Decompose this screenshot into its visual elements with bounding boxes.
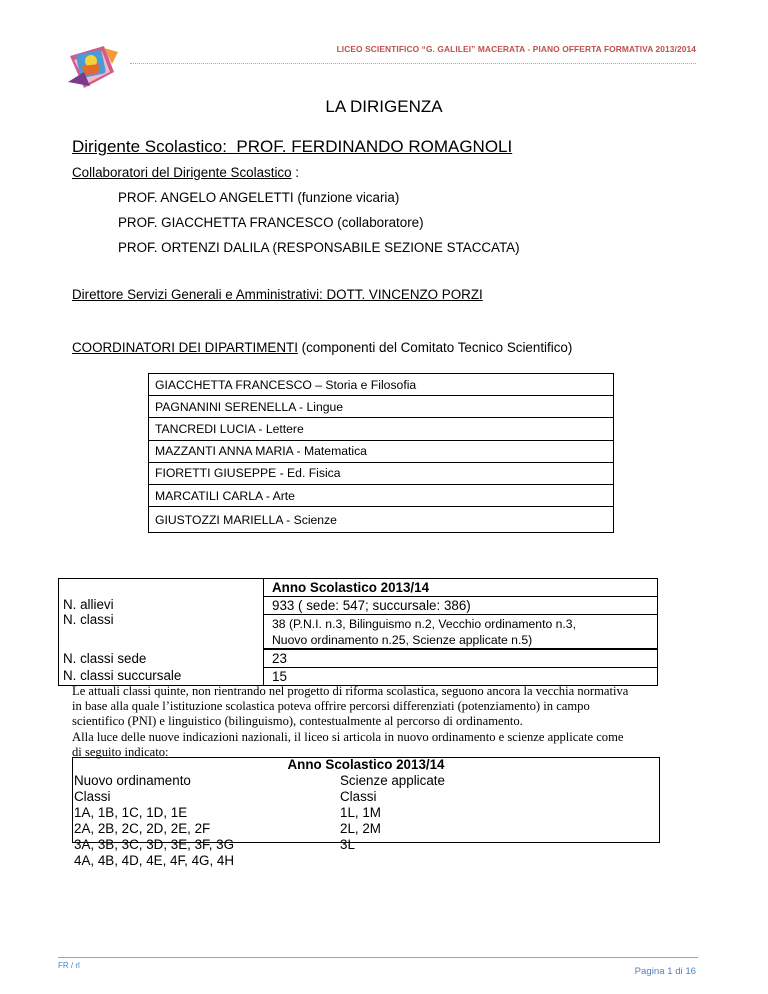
paragraph-line: scientifico (PNI) e linguistico (bilinguismo), contestualmente al percorso di ordinamento. — [72, 714, 523, 729]
nuovo-ordinamento-column — [74, 773, 234, 869]
paragraph-line: Alla luce delle nuove indicazioni nazionali, il liceo si articola in nuovo ordinamento e scienze applicate come — [72, 729, 624, 744]
page-title: LA DIRIGENZA — [325, 97, 443, 116]
page-number: Pagina 1 di 16 — [634, 966, 696, 977]
stat-label: N. allievi — [63, 597, 114, 612]
class-row: 4A, 4B, 4D, 4E, 4F, 4G, 4H — [74, 853, 235, 868]
footer-initials: FR / rl — [58, 961, 80, 970]
table-row — [59, 650, 658, 686]
paragraph-line: di seguito indicato: — [72, 744, 169, 759]
class-row: 2L, 2M — [340, 821, 381, 836]
coordinatore-cell: PAGNANINI SERENELLA - Lingue — [149, 396, 614, 418]
collaboratore-item: PROF. GIACCHETTA FRANCESCO (collaboratore) — [118, 215, 424, 230]
page-header: LICEO SCIENTIFICO “G. GALILEI” MACERATA - PIANO OFFERTA FORMATIVA 2013/2014 — [336, 44, 696, 54]
table-row — [149, 484, 614, 506]
class-row: 1L, 1M — [340, 805, 381, 820]
school-logo-icon — [64, 42, 122, 92]
collaboratori-heading: Collaboratori del Dirigente Scolastico : — [72, 165, 300, 180]
class-row: 3A, 3B, 3C, 3D, 3E, 3F, 3G — [74, 837, 235, 852]
class-row: 2A, 2B, 2C, 2D, 2E, 2F — [74, 821, 211, 836]
dirigente-line — [72, 137, 512, 157]
stat-value: 933 ( sede: 547; succursale: 386) — [264, 597, 657, 615]
coordinatore-cell: MARCATILI CARLA - Arte — [149, 484, 614, 506]
stat-label: N. classi — [63, 612, 114, 627]
dirigente-label: Dirigente Scolastico: — [72, 137, 227, 156]
column-subtitle: Classi — [340, 789, 377, 804]
scienze-applicate-column — [340, 773, 445, 853]
table-row — [149, 462, 614, 484]
table-row — [149, 374, 614, 396]
coordinatore-cell: GIUSTOZZI MARIELLA - Scienze — [149, 507, 614, 533]
coordinatore-cell: FIORETTI GIUSEPPE - Ed. Fisica — [149, 462, 614, 484]
coordinatore-cell: GIACCHETTA FRANCESCO – Storia e Filosofia — [149, 374, 614, 396]
table-row — [149, 418, 614, 440]
table-row — [149, 396, 614, 418]
stat-value: 15 — [272, 669, 287, 684]
class-row: 1A, 1B, 1C, 1D, 1E — [74, 805, 188, 820]
stat-label: N. classi sede — [63, 650, 147, 666]
intro-paragraph — [72, 684, 702, 760]
stats-table — [58, 578, 658, 686]
dirigente-name: PROF. FERDINANDO ROMAGNOLI — [236, 137, 513, 156]
coordinatore-cell: TANCREDI LUCIA - Lettere — [149, 418, 614, 440]
stats-heading: Anno Scolastico 2013/14 — [264, 579, 657, 597]
column-title: Nuovo ordinamento — [74, 773, 191, 788]
direttore-line: Direttore Servizi Generali e Amministrativi: DOTT. VINCENZO PORZI — [72, 287, 483, 302]
collaboratore-item: PROF. ANGELO ANGELETTI (funzione vicaria) — [118, 190, 400, 205]
paragraph-line: Le attuali classi quinte, non rientrando nel progetto di riforma scolastica, seguono ancora la vecchia normativa — [72, 684, 629, 698]
classes-heading: Anno Scolastico 2013/14 — [287, 757, 445, 772]
stat-value: Nuovo ordinamento n.25, Scienze applicate n.5) — [264, 632, 657, 649]
stat-value: 23 — [264, 650, 657, 668]
column-title: Scienze applicate — [340, 773, 445, 788]
footer-divider — [58, 957, 698, 958]
stat-label: N. classi succursale — [63, 667, 182, 683]
collaboratore-item: PROF. ORTENZI DALILA (RESPONSABILE SEZIONE STACCATA) — [118, 240, 520, 255]
coordinatori-heading: COORDINATORI DEI DIPARTIMENTI (componenti del Comitato Tecnico Scientifico) — [72, 340, 573, 355]
paragraph-line: in base alla quale l’istituzione scolastica poteva offrire percorsi differenziati (potenziamento) in campo — [72, 699, 590, 714]
table-row — [149, 507, 614, 533]
coordinatori-table — [148, 373, 614, 533]
column-subtitle: Classi — [74, 789, 111, 804]
class-row: 3L — [340, 837, 355, 852]
stat-value: 38 (P.N.I. n.3, Bilinguismo n.2, Vecchio ordinamento n.3, — [272, 617, 576, 631]
coordinatore-cell: MAZZANTI ANNA MARIA - Matematica — [149, 440, 614, 462]
table-row — [59, 579, 658, 650]
header-divider — [130, 63, 696, 64]
table-row — [149, 440, 614, 462]
